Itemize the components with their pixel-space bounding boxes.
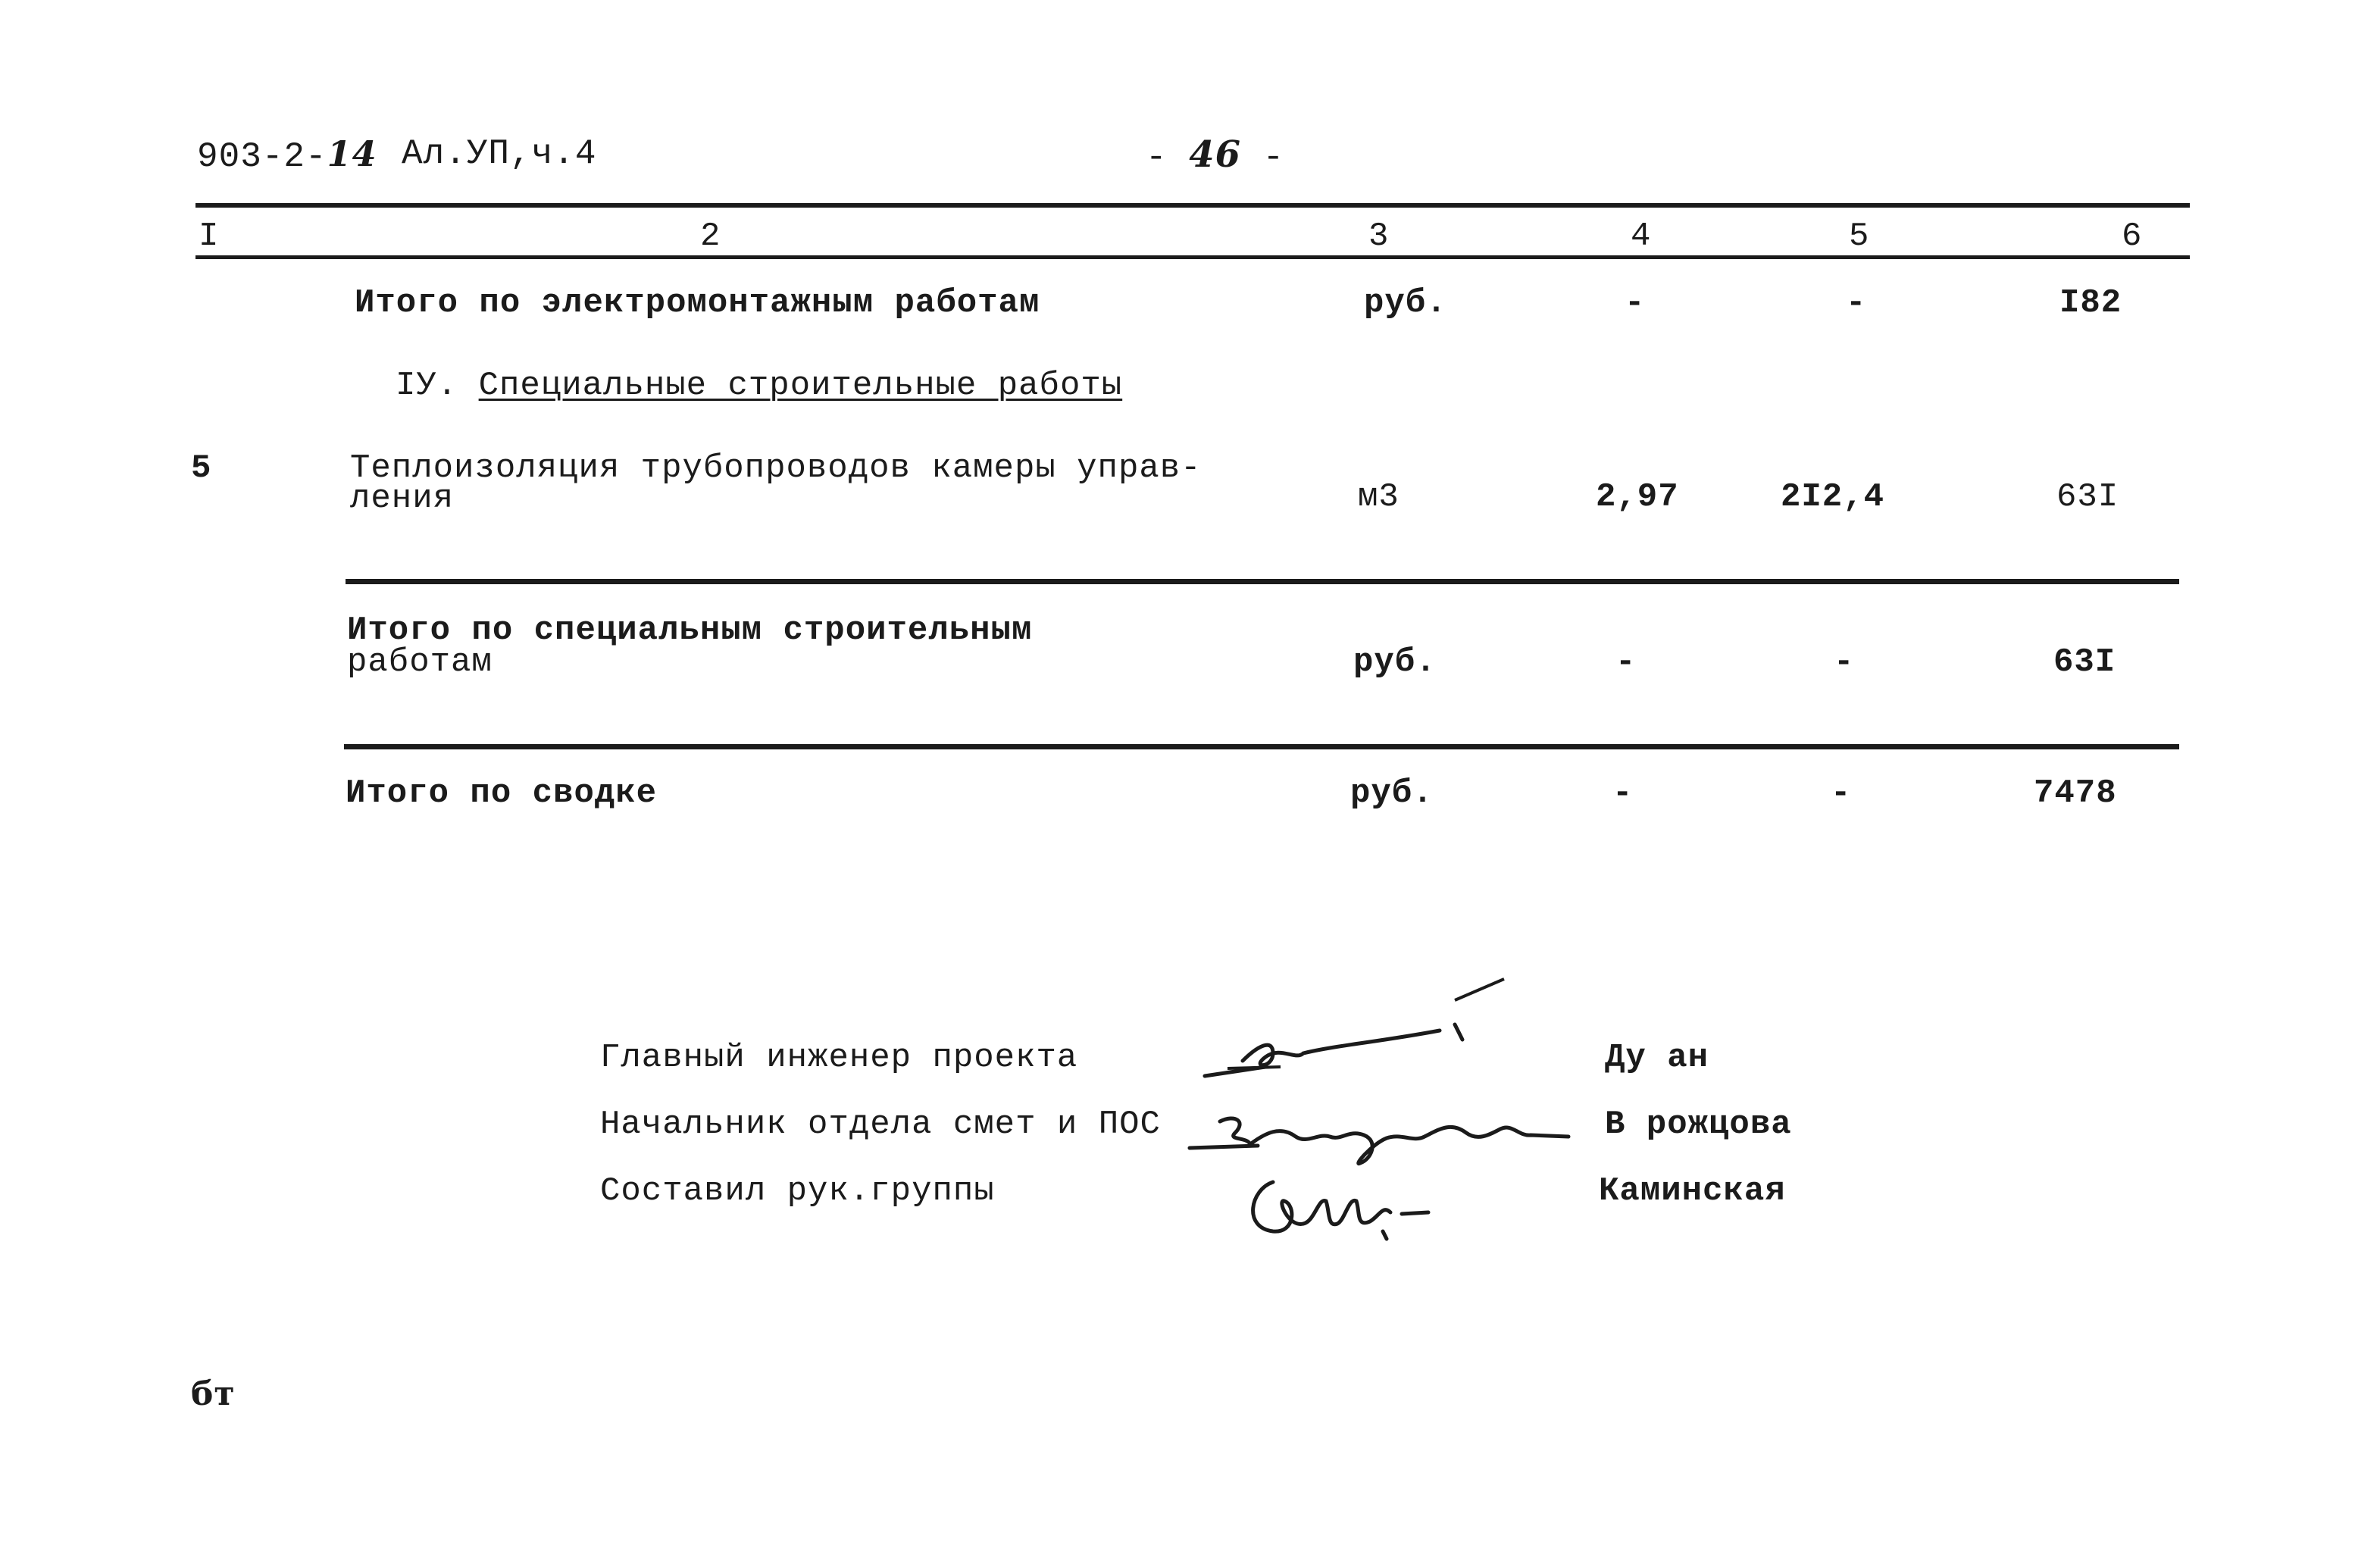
table-row-unit: руб. <box>1353 643 1437 681</box>
table-row-name-line-2: ления <box>350 480 455 518</box>
signature-role: Главный инженер проекта <box>600 1039 1078 1077</box>
column-header-5: 5 <box>1849 217 1870 255</box>
table-row-price: - <box>1846 284 1867 322</box>
column-header-2: 2 <box>700 217 721 255</box>
table-row-total: 63I <box>2053 643 2116 681</box>
table-row-unit: руб. <box>1364 284 1447 322</box>
dash-left: - <box>1146 138 1190 177</box>
table-row-qty: 2,97 <box>1596 478 1679 516</box>
grand-total-rule <box>344 744 2179 749</box>
table-row-qty: - <box>1615 643 1637 681</box>
column-header-3: 3 <box>1368 217 1390 255</box>
table-row-total: I82 <box>2059 284 2122 322</box>
subtotal-rule <box>346 579 2179 584</box>
table-row-name-line-2: работам <box>347 643 493 681</box>
table-row-number: 5 <box>191 449 212 487</box>
dash-right: - <box>1241 138 1285 177</box>
signature-name: В рожцова <box>1605 1106 1792 1143</box>
column-header-1: I <box>199 217 220 255</box>
table-row-name: Итого по электромонтажным работам <box>355 284 1040 322</box>
signature-name: Каминская <box>1599 1172 1786 1210</box>
column-header-rule <box>195 255 2190 259</box>
doc-code-prefix: 903-2- <box>197 137 327 177</box>
doc-code <box>197 133 377 177</box>
table-row-name: Итого по сводке <box>346 774 658 812</box>
signature-role: Начальник отдела смет и ПОС <box>600 1106 1161 1143</box>
page-number-value: 46 <box>1189 133 1242 176</box>
column-header-4: 4 <box>1631 217 1652 255</box>
section-number: IУ. <box>396 367 458 405</box>
table-row-unit: м3 <box>1358 478 1400 516</box>
table-row-price: - <box>1831 774 1852 812</box>
handwritten-signature <box>1182 970 1531 1091</box>
signature-name: Ду ан <box>1605 1039 1709 1077</box>
section-title-text: Специальные строительные работы <box>478 367 1123 405</box>
album-ref: Ал.УП,ч.4 <box>402 134 597 174</box>
signature-role: Составил рук.группы <box>600 1172 995 1210</box>
footer-mark: бт <box>191 1375 236 1413</box>
doc-code-number: 14 <box>327 133 377 174</box>
table-row-name-line-1: Итого по специальным строительным <box>347 611 1033 649</box>
table-row-price: - <box>1834 643 1855 681</box>
table-row-qty: - <box>1612 774 1634 812</box>
column-header-6: 6 <box>2122 217 2143 255</box>
handwritten-signature <box>1243 1159 1455 1243</box>
table-row-price: 2I2,4 <box>1781 478 1885 516</box>
table-row-name-line-1: Теплоизоляция трубопроводов камеры управ- <box>350 449 1202 487</box>
table-row-qty: - <box>1625 284 1646 322</box>
table-row-unit: руб. <box>1350 774 1434 812</box>
section-title <box>396 367 1123 405</box>
table-row-total: 7478 <box>2034 774 2117 812</box>
table-top-rule <box>195 203 2190 208</box>
table-row-total: 63I <box>2056 478 2119 516</box>
page-number <box>1146 133 1285 177</box>
